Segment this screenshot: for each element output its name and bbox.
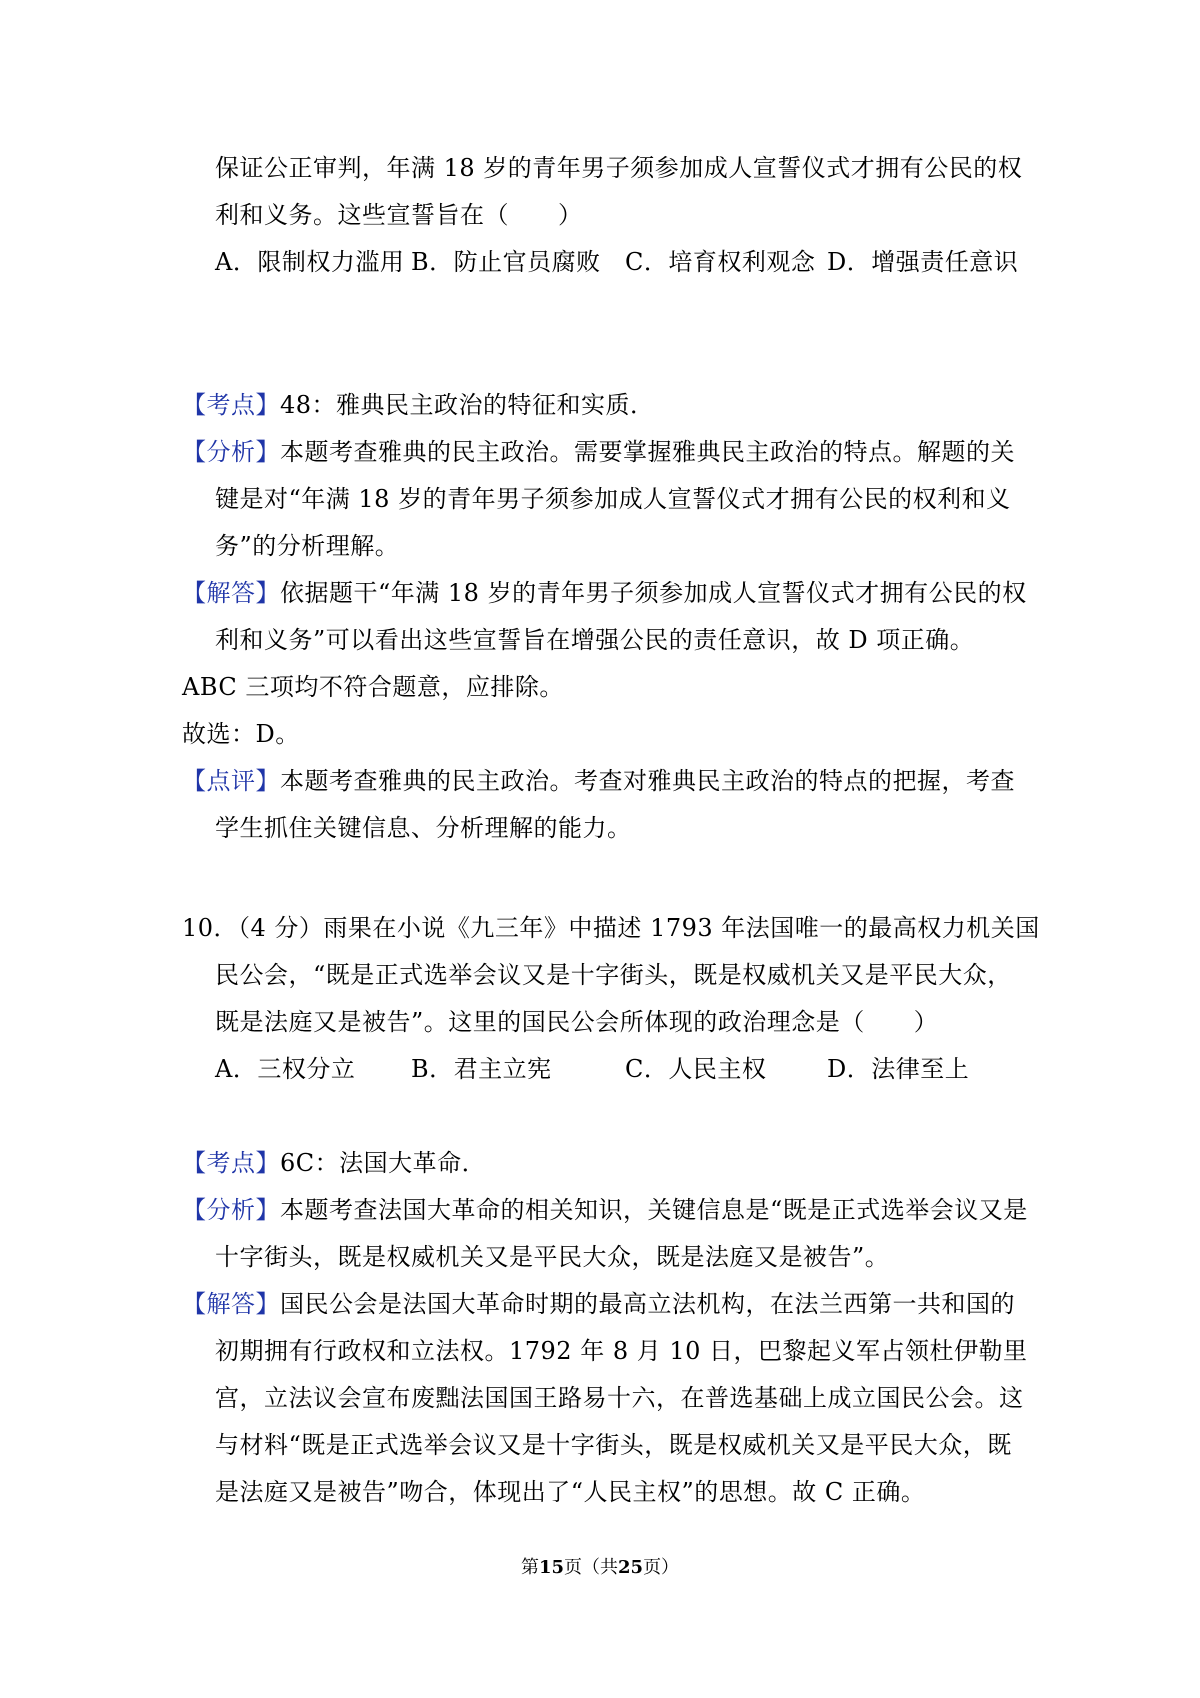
tag-bracket: 【 xyxy=(182,391,207,419)
q9-jieda-line1: 依据题干“年满 18 岁的青年男子须参加成人宣誓仪式才拥有公民的权 xyxy=(280,579,1027,607)
q10-stem-line3: 既是法庭又是被告”。这里的国民公会所体现的政治理念是（ ） xyxy=(215,1008,939,1036)
q10-fenxi-line1: 本题考查法国大革命的相关知识，关键信息是“既是正式选举会议又是 xyxy=(280,1196,1028,1224)
jieda-tag: 解答 xyxy=(206,1290,256,1318)
q10-stem-line2: 民公会，“既是正式选举会议又是十字街头，既是权威机关又是平民大众， xyxy=(215,961,1012,989)
q9-stem-line1: 保证公正审判，年满 18 岁的青年男子须参加成人宣誓仪式才拥有公民的权 xyxy=(215,154,1023,182)
q9-fenxi-line1: 本题考查雅典的民主政治。需要掌握雅典民主政治的特点。解题的关 xyxy=(280,438,1015,466)
q10-fenxi xyxy=(182,1194,1028,1226)
jieda-tag: 解答 xyxy=(206,579,256,607)
tag-bracket: 】 xyxy=(255,579,280,607)
q10-jieda-line5: 是法庭又是被告”吻合，体现出了“人民主权”的思想。故 C 正确。 xyxy=(215,1478,926,1506)
q9-extra2: 故选：D。 xyxy=(182,720,300,748)
fenxi-tag: 分析 xyxy=(206,1196,256,1224)
q10-jieda-line1: 国民公会是法国大革命时期的最高立法机构，在法兰西第一共和国的 xyxy=(280,1290,1015,1318)
tag-bracket: 】 xyxy=(255,438,280,466)
q9-dianping-line1: 本题考查雅典的民主政治。考查对雅典民主政治的特点的把握，考查 xyxy=(280,767,1015,795)
q9-stem-line2: 利和义务。这些宣誓旨在（ ） xyxy=(215,201,583,229)
kaodian-tag: 考点 xyxy=(206,1149,256,1177)
q9-extra1: ABC 三项均不符合题意，应排除。 xyxy=(182,673,564,701)
q9-dianping xyxy=(182,765,1015,797)
fenxi-tag: 分析 xyxy=(206,438,256,466)
q10-jieda xyxy=(182,1288,1015,1320)
tag-bracket: 】 xyxy=(255,1290,280,1318)
footer-middle: 页（共 xyxy=(564,1557,618,1578)
footer-suffix: 页） xyxy=(643,1557,680,1578)
q10-option-a: A．三权分立 xyxy=(215,1055,356,1083)
q9-kaodian xyxy=(182,389,655,421)
tag-bracket: 【 xyxy=(182,1149,207,1177)
q10-jieda-line3: 宫，立法议会宣布废黜法国国王路易十六，在普选基础上成立国民公会。这 xyxy=(215,1384,1024,1412)
q9-option-c: C．培育权利观念 xyxy=(625,248,816,276)
footer-page-number: 15 xyxy=(538,1557,564,1578)
tag-bracket: 【 xyxy=(182,767,207,795)
q10-jieda-line2: 初期拥有行政权和立法权。1792 年 8 月 10 日，巴黎起义军占领杜伊勒里 xyxy=(215,1337,1028,1365)
kaodian-tag: 考点 xyxy=(206,391,256,419)
q9-option-b: B．防止官员腐败 xyxy=(411,248,601,276)
q10-options xyxy=(215,1053,969,1085)
tag-bracket: 【 xyxy=(182,1196,207,1224)
q9-dianping-line2: 学生抓住关键信息、分析理解的能力。 xyxy=(215,814,632,842)
q10-stem-line1: 10．（4 分）雨果在小说《九三年》中描述 1793 年法国唯一的最高权力机关国 xyxy=(182,914,1040,942)
tag-bracket: 】 xyxy=(255,767,280,795)
q10-kaodian-text: 6C：法国大革命． xyxy=(280,1149,487,1177)
q9-fenxi-line3: 务”的分析理解。 xyxy=(215,532,400,560)
q10-fenxi-line2: 十字街头，既是权威机关又是平民大众，既是法庭又是被告”。 xyxy=(215,1243,890,1271)
dianping-tag: 点评 xyxy=(206,767,256,795)
q10-kaodian xyxy=(182,1147,486,1179)
tag-bracket: 【 xyxy=(182,1290,207,1318)
q10-option-b: B．君主立宪 xyxy=(411,1055,552,1083)
tag-bracket: 】 xyxy=(255,1196,280,1224)
tag-bracket: 【 xyxy=(182,579,207,607)
footer-total-pages: 25 xyxy=(618,1557,644,1578)
q9-kaodian-text: 48：雅典民主政治的特征和实质． xyxy=(280,391,655,419)
tag-bracket: 】 xyxy=(255,391,280,419)
q9-jieda xyxy=(182,577,1027,609)
q10-jieda-line4: 与材料“既是正式选举会议又是十字街头，既是权威机关又是平民大众，既 xyxy=(215,1431,1012,1459)
page-footer xyxy=(0,1556,1200,1580)
q9-option-a: A．限制权力滥用 xyxy=(215,248,405,276)
q9-jieda-line2: 利和义务”可以看出这些宣誓旨在增强公民的责任意识，故 D 项正确。 xyxy=(215,626,975,654)
tag-bracket: 【 xyxy=(182,438,207,466)
q10-option-c: C．人民主权 xyxy=(625,1055,767,1083)
q9-option-d: D．增强责任意识 xyxy=(827,248,1019,276)
q9-fenxi xyxy=(182,436,1015,468)
q9-fenxi-line2: 键是对“年满 18 岁的青年男子须参加成人宣誓仪式才拥有公民的权利和义 xyxy=(215,485,1011,513)
q9-options xyxy=(215,246,1018,278)
footer-prefix: 第 xyxy=(520,1557,539,1578)
q10-option-d: D．法律至上 xyxy=(827,1055,970,1083)
tag-bracket: 】 xyxy=(255,1149,280,1177)
